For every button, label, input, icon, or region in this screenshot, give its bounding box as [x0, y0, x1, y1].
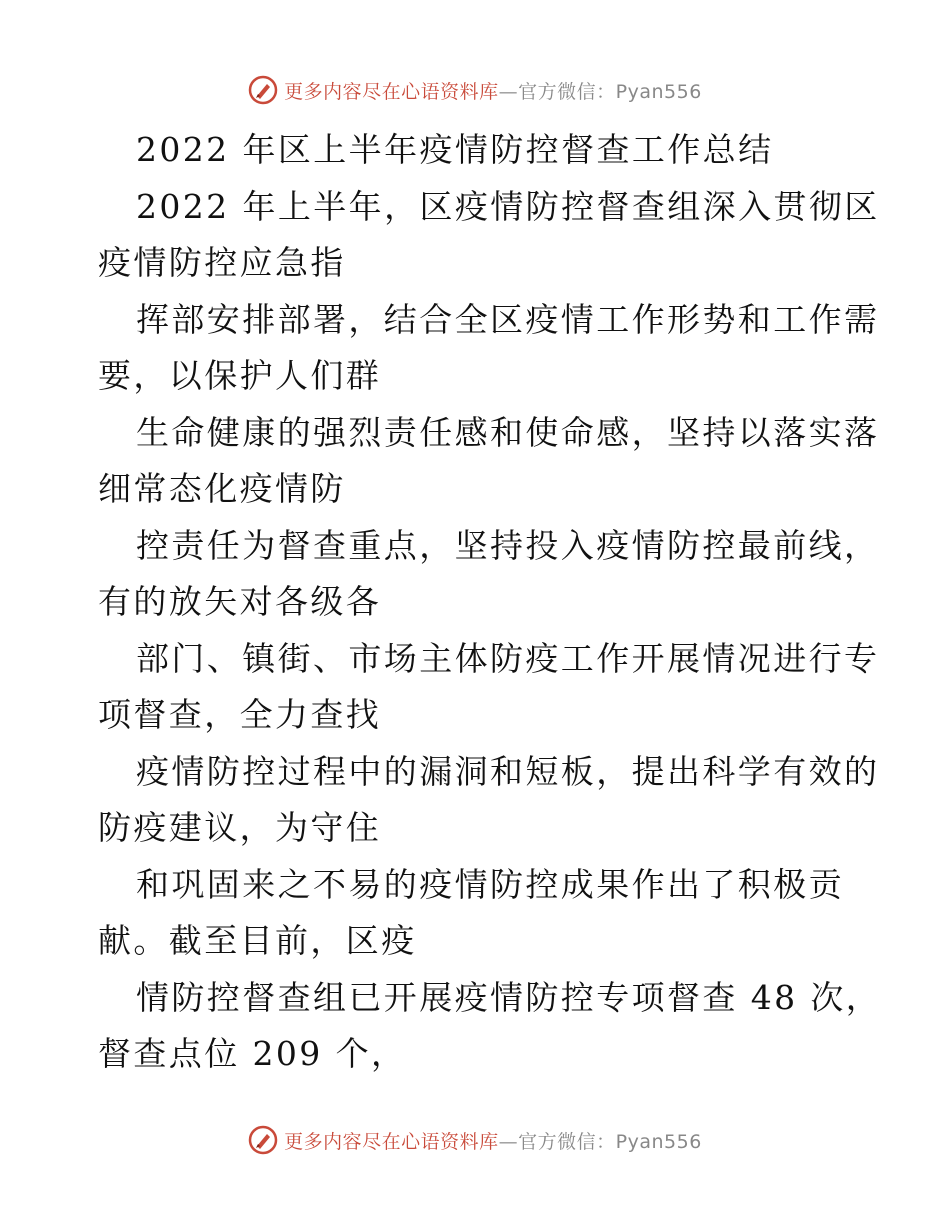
watermark-dash: — [498, 80, 519, 103]
text-line: 控责任为督查重点，坚持投入疫情防控最前线， [136, 525, 880, 565]
header-watermark [0, 70, 950, 110]
text-line: 疫情防控过程中的漏洞和短板，提出科学有效的 [136, 751, 880, 791]
text-line: 部门、镇街、市场主体防疫工作开展情况进行专 [136, 638, 880, 678]
text-line: 和巩固来之不易的疫情防控成果作出了积极贡 [136, 864, 844, 904]
watermark-dash: — [498, 1130, 519, 1153]
watermark-suffix: 官方微信：Pyan556 [518, 1130, 702, 1153]
watermark-text [284, 77, 702, 104]
text-line: 有的放矢对各级各 [98, 582, 382, 621]
text-line: 细常态化疫情防 [98, 469, 346, 508]
text-line: 督查点位 209 个， [98, 1034, 407, 1073]
text-line: 挥部安排部署，结合全区疫情工作形势和工作需 [136, 299, 880, 339]
document-title: 2022 年区上半年疫情防控督查工作总结 [136, 130, 774, 169]
text-line: 生命健康的强烈责任感和使命感，坚持以落实落 [136, 412, 880, 452]
text-line: 要，以保护人们群 [98, 356, 382, 395]
text-line: 项督查，全力查找 [98, 695, 382, 734]
footer-watermark [0, 1120, 950, 1160]
watermark-text [284, 1127, 702, 1154]
text-line: 防疫建议，为守住 [98, 808, 382, 847]
text-line: 情防控督查组已开展疫情防控专项督查 48 次， [136, 977, 882, 1017]
text-line: 疫情防控应急指 [98, 243, 346, 282]
document-body [98, 122, 882, 1083]
pen-seal-icon [248, 1125, 278, 1155]
text-line: 献。截至目前，区疫 [98, 921, 417, 960]
pen-seal-icon [248, 75, 278, 105]
watermark-brand: 更多内容尽在心语资料库 [284, 1130, 499, 1153]
watermark-suffix: 官方微信：Pyan556 [518, 80, 702, 103]
watermark-brand: 更多内容尽在心语资料库 [284, 80, 499, 103]
text-line: 2022 年上半年，区疫情防控督查组深入贯彻区 [136, 186, 880, 226]
